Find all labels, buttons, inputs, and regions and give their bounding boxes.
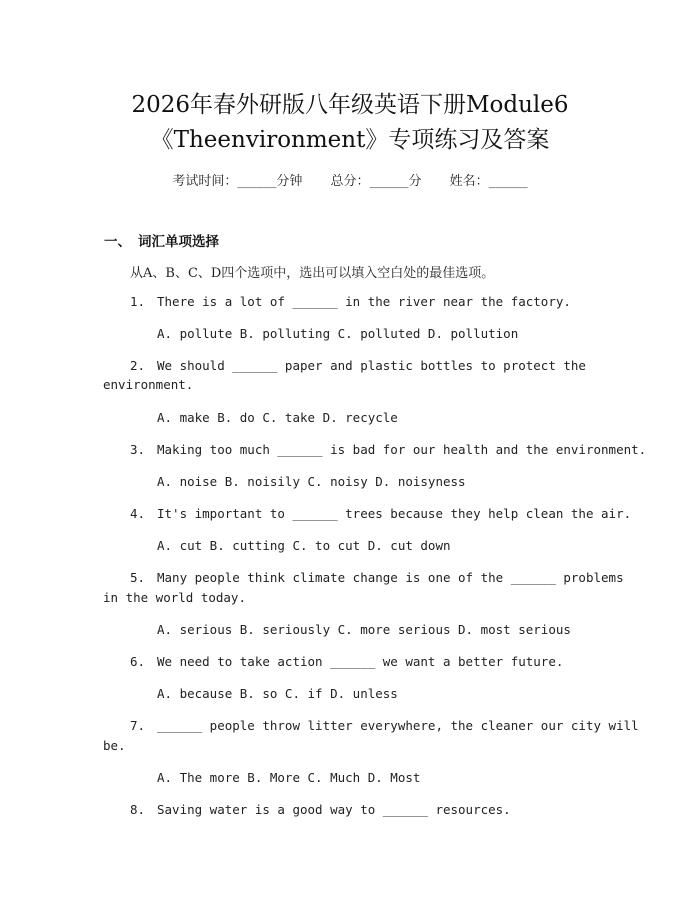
question-number: 1.: [130, 294, 146, 309]
question-text: There is a lot of ______ in the river near the factory.: [157, 294, 571, 309]
question-text: Making too much ______ is bad for our health and the environment.: [157, 442, 647, 457]
exam-name: 姓名：______: [449, 174, 528, 189]
exam-time: 考试时间：______分钟: [172, 174, 303, 189]
page-title-line-1: 2026年春外研版八年级英语下册Module6: [131, 92, 569, 118]
question-number: 8.: [130, 802, 146, 817]
question-number: 4.: [130, 506, 146, 521]
question-text: Saving water is a good way to ______ resources.: [157, 802, 511, 817]
question-2-continuation: environment.: [103, 377, 194, 392]
question-6: [130, 654, 563, 669]
question-number: 6.: [130, 654, 146, 669]
question-text: We need to take action ______ we want a better future.: [157, 654, 564, 669]
section-heading: [104, 230, 219, 250]
section-title: 词汇单项选择: [138, 234, 219, 250]
question-7-continuation: be.: [103, 738, 126, 753]
exam-score: 总分：______分: [330, 174, 422, 189]
question-number: 2.: [130, 358, 146, 373]
question-2-options: A. make B. do C. take D. recycle: [157, 410, 398, 425]
question-number: 3.: [130, 442, 146, 457]
question-2: [130, 358, 586, 373]
question-text: It's important to ______ trees because they help clean the air.: [157, 506, 632, 521]
question-4: [130, 506, 631, 521]
exam-info: [0, 170, 700, 189]
question-5: [130, 570, 624, 585]
question-3-options: A. noise B. noisily C. noisy D. noisyness: [157, 474, 466, 489]
question-7: [130, 718, 639, 733]
question-5-continuation: in the world today.: [103, 590, 246, 605]
question-number: 5.: [130, 570, 146, 585]
question-1-options: A. pollute B. polluting C. polluted D. pollution: [157, 326, 519, 341]
question-text: ______ people throw litter everywhere, the cleaner our city will: [157, 718, 639, 733]
question-number: 7.: [130, 718, 146, 733]
question-6-options: A. because B. so C. if D. unless: [157, 686, 398, 701]
question-8: [130, 802, 511, 817]
question-text: We should ______ paper and plastic bottles to protect the: [157, 358, 586, 373]
page-title-line-2: 《Theenvironment》专项练习及答案: [150, 127, 550, 153]
question-text: Many people think climate change is one of the ______ problems: [157, 570, 624, 585]
question-5-options: A. serious B. seriously C. more serious D. most serious: [157, 622, 571, 637]
question-7-options: A. The more B. More C. Much D. Most: [157, 770, 421, 785]
section-number: 一、: [104, 234, 131, 250]
question-1: [130, 294, 571, 309]
instruction-text: 从A、B、C、D四个选项中，选出可以填入空白处的最佳选项。: [130, 266, 495, 281]
question-4-options: A. cut B. cutting C. to cut D. cut down: [157, 538, 451, 553]
question-3: [130, 442, 646, 457]
